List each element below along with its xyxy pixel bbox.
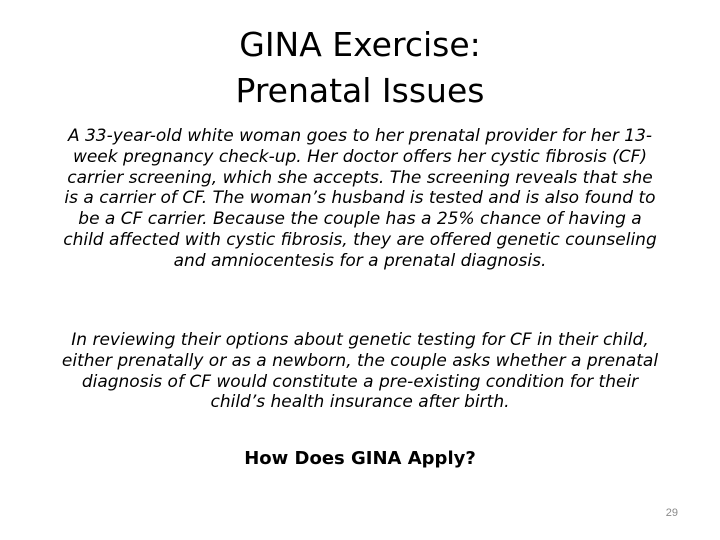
slide-title <box>0 22 720 114</box>
discussion-question: How Does GINA Apply? <box>244 448 476 469</box>
slide-title-line-1: GINA Exercise: <box>239 25 481 64</box>
slide-title-line-2: Prenatal Issues <box>235 71 485 110</box>
scenario-paragraph-1: A 33-year-old white woman goes to her prenatal provider for her 13-week pregnancy check-up. Her doctor offers her cystic fibrosis (CF) carrier screening, which she accepts. The screening reveals that she is a carrier of CF. The woman’s husband is tested and is also found to be a CF carrier. Because the couple has a 25% chance of having a child affected with cystic fibrosis, they are offered genetic counseling and amniocentesis for a prenatal diagnosis. <box>63 126 657 271</box>
scenario-paragraph-2: In reviewing their options about genetic testing for CF in their child, either prenatally or as a newborn, the couple asks whether a prenatal diagnosis of CF would constitute a pre-existing condition for their child’s health insurance after birth. <box>61 330 659 413</box>
page-number: 29 <box>665 507 678 519</box>
